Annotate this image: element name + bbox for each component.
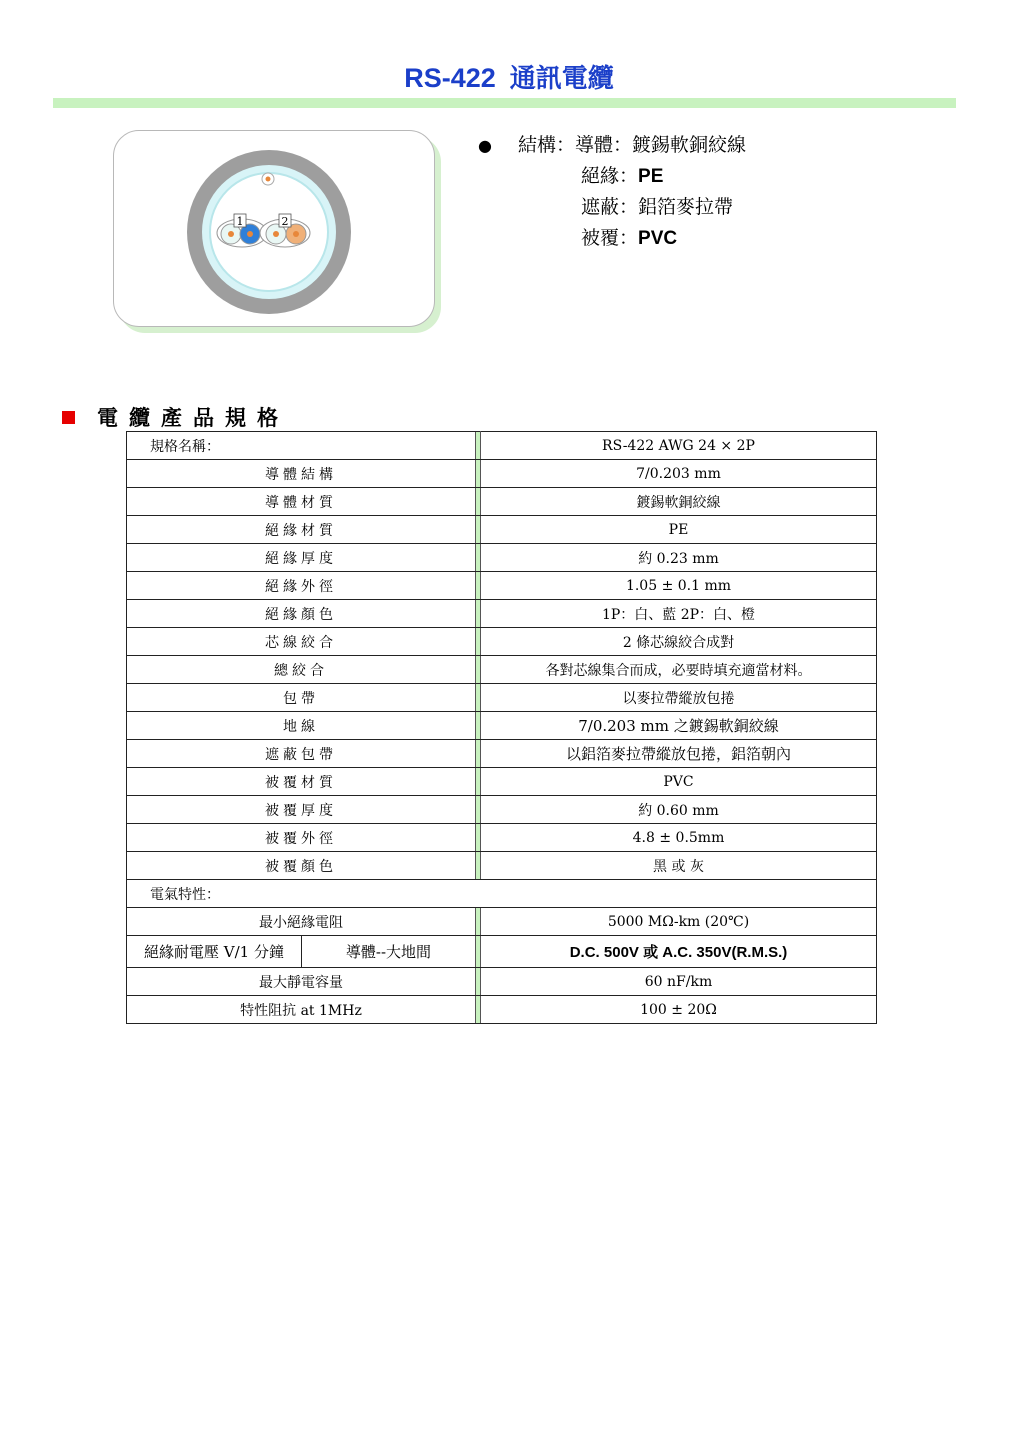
row-value: 7/0.203 mm 之鍍錫軟銅絞線 xyxy=(481,712,877,740)
table-row xyxy=(127,712,877,740)
table-row xyxy=(127,684,877,712)
structure-row-shield xyxy=(478,192,746,223)
row-value: 1.05 ± 0.1 mm xyxy=(481,572,877,600)
table-row xyxy=(127,516,877,544)
page-title xyxy=(0,58,1018,95)
table-row xyxy=(127,432,877,460)
structure-list xyxy=(478,130,746,254)
bullet-icon: ● xyxy=(478,136,492,155)
row-label: 絕緣顏色 xyxy=(127,600,476,628)
section-heading xyxy=(62,402,289,432)
structure-row-insulation xyxy=(478,161,746,192)
structure-value: PVC xyxy=(638,228,678,249)
cable-cross-section-svg xyxy=(114,131,434,326)
impedance-value: 100 ± 20Ω xyxy=(481,996,877,1024)
row-label: 絕緣材質 xyxy=(127,516,476,544)
row-label: 被覆材質 xyxy=(127,768,476,796)
table-row xyxy=(127,572,877,600)
row-label: 被覆厚度 xyxy=(127,796,476,824)
table-row xyxy=(127,852,877,880)
square-bullet-icon xyxy=(62,411,75,424)
withstand-voltage-value: D.C. 500V 或 A.C. 350V(R.M.S.) xyxy=(481,936,877,968)
table-row xyxy=(127,656,877,684)
insulation-resistance-value: 5000 MΩ-km (20℃) xyxy=(481,908,877,936)
drain-conductor xyxy=(266,177,271,182)
cable-cross-section-figure xyxy=(113,130,435,327)
insulation-resistance-label: 最小絕緣電阻 xyxy=(127,908,476,936)
table-row xyxy=(127,740,877,768)
table-row xyxy=(127,544,877,572)
row-value: 以麥拉帶縱放包捲 xyxy=(481,684,877,712)
row-value: 7/0.203 mm xyxy=(481,460,877,488)
structure-label: 被覆： xyxy=(581,227,639,249)
table-row xyxy=(127,460,877,488)
structure-value: PE xyxy=(638,166,664,187)
withstand-voltage-label: 絕緣耐電壓 V/1 分鐘 xyxy=(127,936,302,967)
structure-label: 絕緣： xyxy=(581,165,639,187)
row-value: 4.8 ± 0.5mm xyxy=(481,824,877,852)
table-row xyxy=(127,488,877,516)
row-value: 約 0.23 mm xyxy=(481,544,877,572)
row-label: 被覆顏色 xyxy=(127,852,476,880)
row-value: 以鋁箔麥拉帶縱放包捲，鋁箔朝內 xyxy=(481,740,877,768)
title-underline xyxy=(53,98,956,108)
row-value: 1P：白、藍 2P：白、橙 xyxy=(481,600,877,628)
impedance-label: 特性阻抗 at 1MHz xyxy=(127,996,476,1024)
spec-name-label: 規格名稱： xyxy=(127,432,476,460)
row-value: PVC xyxy=(481,768,877,796)
spec-name-value: RS-422 AWG 24 × 2P xyxy=(481,432,877,460)
row-label: 導體材質 xyxy=(127,488,476,516)
row-label: 絕緣外徑 xyxy=(127,572,476,600)
capacitance-label: 最大靜電容量 xyxy=(127,968,476,996)
table-row xyxy=(127,968,877,996)
row-value: 2 條芯線絞合成對 xyxy=(481,628,877,656)
title-cjk: 通訊電纜 xyxy=(509,64,614,94)
row-value: 各對芯線集合而成，必要時填充適當材料。 xyxy=(481,656,877,684)
structure-row-jacket xyxy=(478,223,746,254)
withstand-voltage-cell xyxy=(127,936,476,968)
row-label: 包帶 xyxy=(127,684,476,712)
table-row xyxy=(127,824,877,852)
row-value: 約 0.60 mm xyxy=(481,796,877,824)
row-label: 地線 xyxy=(127,712,476,740)
table-row xyxy=(127,996,877,1024)
row-label: 總絞合 xyxy=(127,656,476,684)
svg-text:1: 1 xyxy=(236,215,244,228)
structure-label: 遮蔽： xyxy=(581,196,639,218)
row-label: 絕緣厚度 xyxy=(127,544,476,572)
table-row xyxy=(127,936,877,968)
row-label: 芯線絞合 xyxy=(127,628,476,656)
capacitance-value: 60 nF/km xyxy=(481,968,877,996)
svg-text:2: 2 xyxy=(281,215,289,228)
structure-value: 鋁箔麥拉帶 xyxy=(638,196,734,218)
withstand-voltage-sub: 導體--大地間 xyxy=(345,943,432,961)
structure-value: 鍍錫軟銅絞線 xyxy=(632,134,747,156)
row-label: 遮蔽包帶 xyxy=(127,740,476,768)
title-en: RS-422 xyxy=(404,63,496,93)
row-value: 鍍錫軟銅絞線 xyxy=(481,488,877,516)
electrical-section-label: 電氣特性： xyxy=(127,880,877,908)
table-row xyxy=(127,880,877,908)
row-label: 導體結構 xyxy=(127,460,476,488)
spec-table xyxy=(126,431,877,1024)
table-row xyxy=(127,796,877,824)
row-value: PE xyxy=(481,516,877,544)
section-title: 電纜產品規格 xyxy=(97,405,289,430)
row-label: 被覆外徑 xyxy=(127,824,476,852)
table-row xyxy=(127,628,877,656)
row-value: 黑 或 灰 xyxy=(481,852,877,880)
table-row xyxy=(127,768,877,796)
structure-row-conductor xyxy=(478,130,746,161)
table-row xyxy=(127,908,877,936)
structure-label: 結構：導體： xyxy=(518,134,633,156)
table-row xyxy=(127,600,877,628)
